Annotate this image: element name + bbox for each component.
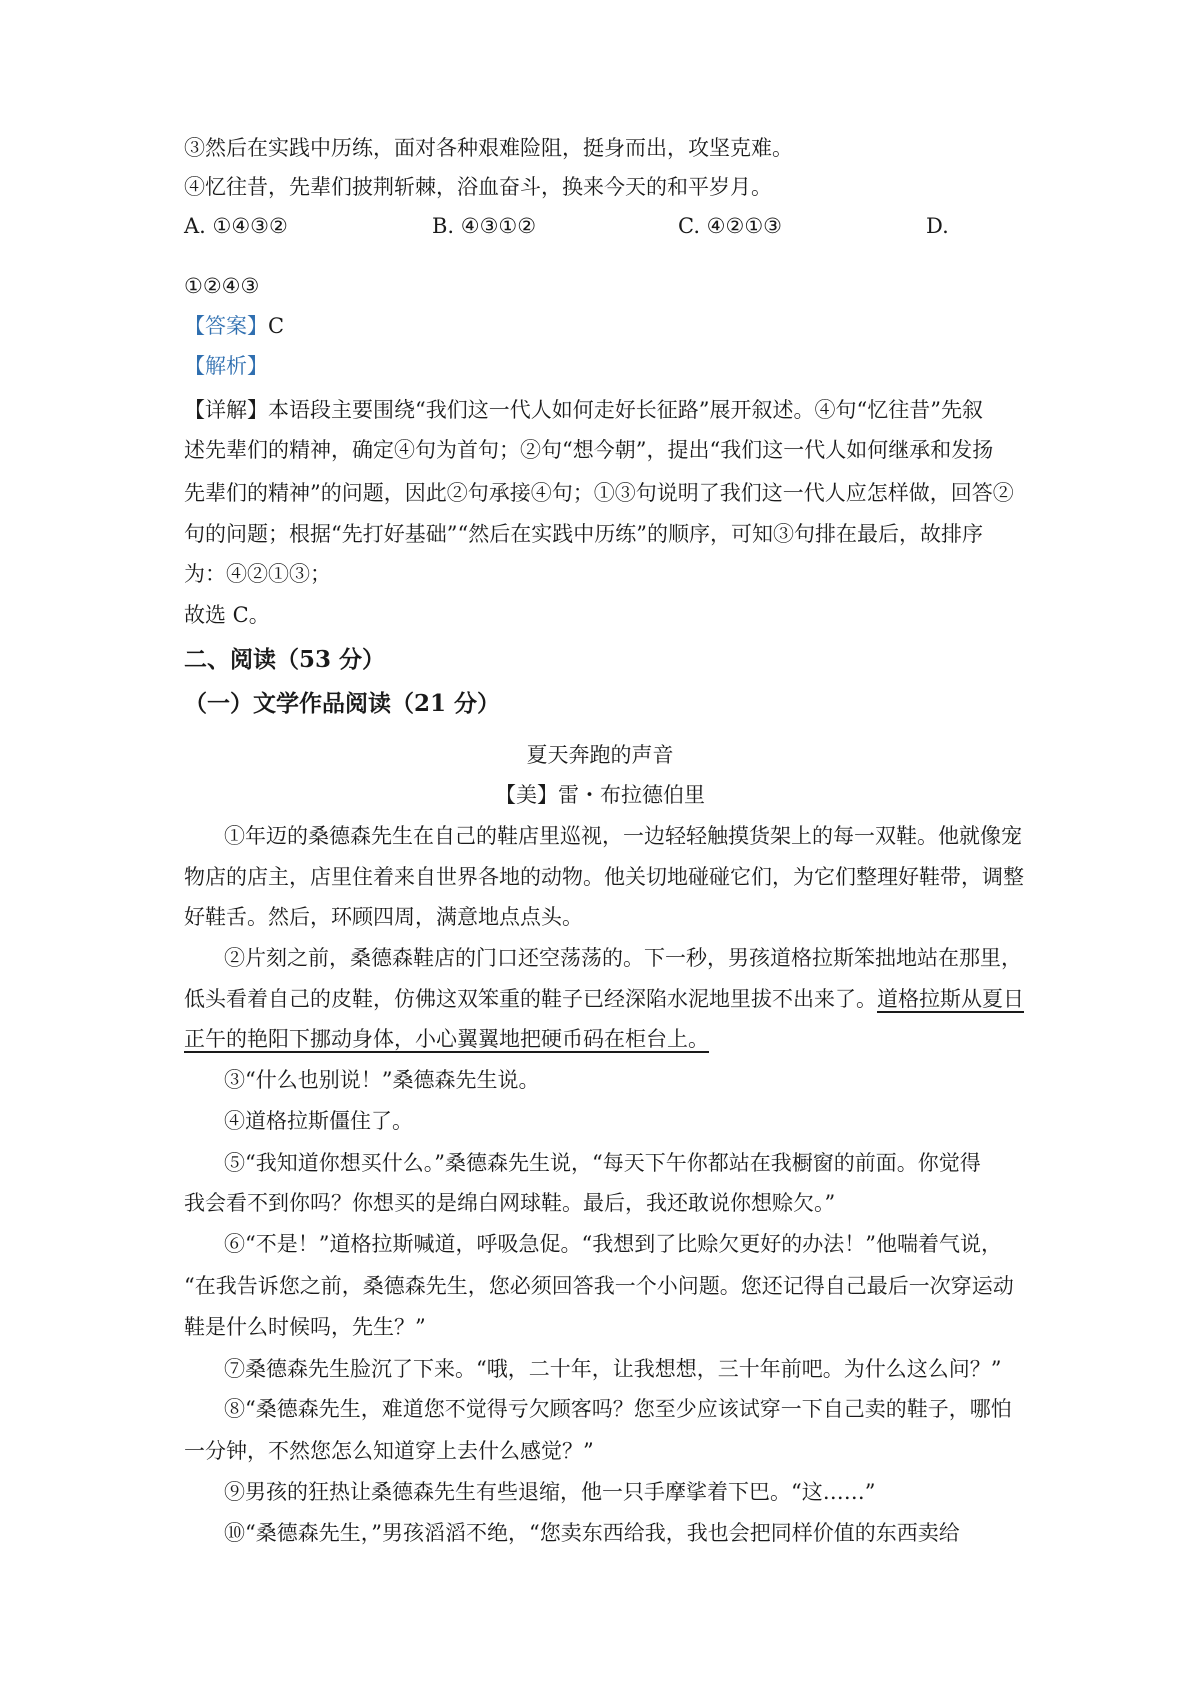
choice-d: D.	[926, 214, 949, 238]
paragraph-5-line-2: 我会看不到你吗？你想买的是绵白网球鞋。最后，我还敢说你想赊欠。”	[184, 1191, 836, 1215]
paragraph-5-line-1: ⑤“我知道你想买什么。”桑德森先生说，“每天下午你都站在我橱窗的前面。你觉得	[224, 1151, 981, 1175]
paragraph-8-line-1: ⑧“桑德森先生，难道您不觉得亏欠顾客吗？您至少应该试穿一下自己卖的鞋子，哪怕	[224, 1397, 1012, 1421]
detail-text-1: 本语段主要围绕“我们这一代人如何走好长征路”展开叙述。④句“忆往昔”先叙	[268, 398, 983, 422]
analysis-label: 【解析】	[184, 354, 268, 378]
choice-d-continued: ①②④③	[184, 274, 260, 298]
paragraph-1-line-2: 物店的店主，店里住着来自世界各地的动物。他关切地碰碰它们，为它们整理好鞋带，调整	[184, 865, 1024, 889]
choice-a: A. ①④③②	[184, 214, 288, 238]
article-title: 夏天奔跑的声音	[526, 743, 674, 767]
paragraph-6-line-3: 鞋是什么时候吗，先生？”	[184, 1315, 426, 1339]
paragraph-7: ⑦桑德森先生脸沉了下来。“哦，二十年，让我想想，三十年前吧。为什么这么问？”	[224, 1357, 1002, 1381]
paragraph-8-line-2: 一分钟，不然您怎么知道穿上去什么感觉？”	[184, 1439, 594, 1463]
detail-line-3: 先辈们的精神”的问题，因此②句承接④句；①③句说明了我们这一代人应怎样做，回答②	[184, 481, 1014, 505]
paragraph-2-line-1: ②片刻之前，桑德森鞋店的门口还空荡荡的。下一秒，男孩道格拉斯笨拙地站在那里，	[224, 946, 1022, 970]
paragraph-3: ③“什么也别说！”桑德森先生说。	[224, 1068, 540, 1092]
underlined-sentence-part-2: 正午的艳阳下挪动身体，小心翼翼地把硬币码在柜台上。	[184, 1027, 709, 1051]
paragraph-6-line-2: “在我告诉您之前，桑德森先生，您必须回答我一个小问题。您还记得自己最后一次穿运动	[184, 1274, 1014, 1298]
choice-b: B. ④③①②	[432, 214, 537, 238]
detail-line-2: 述先辈们的精神，确定④句为首句；②句“想今朝”，提出“我们这一代人如何继承和发扬	[184, 438, 994, 462]
section-title: 二、阅读（53 分）	[184, 646, 386, 673]
detail-line-4: 句的问题；根据“先打好基础”“然后在实践中历练”的顺序，可知③句排在最后，故排序	[184, 522, 983, 546]
paragraph-2-line-2	[184, 985, 1024, 1013]
question-option-line-3: ③然后在实践中历练，面对各种艰难险阻，挺身而出，攻坚克难。	[184, 136, 793, 160]
detail-line-1	[184, 396, 983, 424]
paragraph-2-plain: 低头看着自己的皮鞋，仿佛这双笨重的鞋子已经深陷水泥地里拔不出来了。	[184, 987, 877, 1011]
detail-label: 【详解】	[184, 398, 268, 422]
detail-conclusion: 故选 C。	[184, 603, 270, 627]
answer-line	[184, 312, 284, 340]
choice-c: C. ④②①③	[678, 214, 782, 238]
answer-label: 【答案】	[184, 314, 268, 338]
article-author: 【美】雷・布拉德伯里	[495, 783, 705, 807]
paragraph-1-line-1: ①年迈的桑德森先生在自己的鞋店里巡视，一边轻轻触摸货架上的每一双鞋。他就像宠	[224, 824, 1022, 848]
detail-line-5: 为：④②①③；	[184, 562, 331, 586]
paragraph-10: ⑩“桑德森先生，”男孩滔滔不绝，“您卖东西给我，我也会把同样价值的东西卖给	[224, 1521, 960, 1545]
answer-value: C	[268, 314, 285, 338]
paragraph-6-line-1: ⑥“不是！”道格拉斯喊道，呼吸急促。“我想到了比赊欠更好的办法！”他喘着气说，	[224, 1232, 1002, 1256]
question-option-line-4: ④忆往昔，先辈们披荆斩棘，浴血奋斗，换来今天的和平岁月。	[184, 175, 772, 199]
subsection-title: （一）文学作品阅读（21 分）	[184, 690, 501, 717]
paragraph-9: ⑨男孩的狂热让桑德森先生有些退缩，他一只手摩挲着下巴。“这……”	[224, 1480, 876, 1504]
paragraph-4: ④道格拉斯僵住了。	[224, 1109, 413, 1133]
paragraph-1-line-3: 好鞋舌。然后，环顾四周，满意地点点头。	[184, 905, 583, 929]
underlined-sentence-part-1: 道格拉斯从夏日	[877, 987, 1024, 1011]
